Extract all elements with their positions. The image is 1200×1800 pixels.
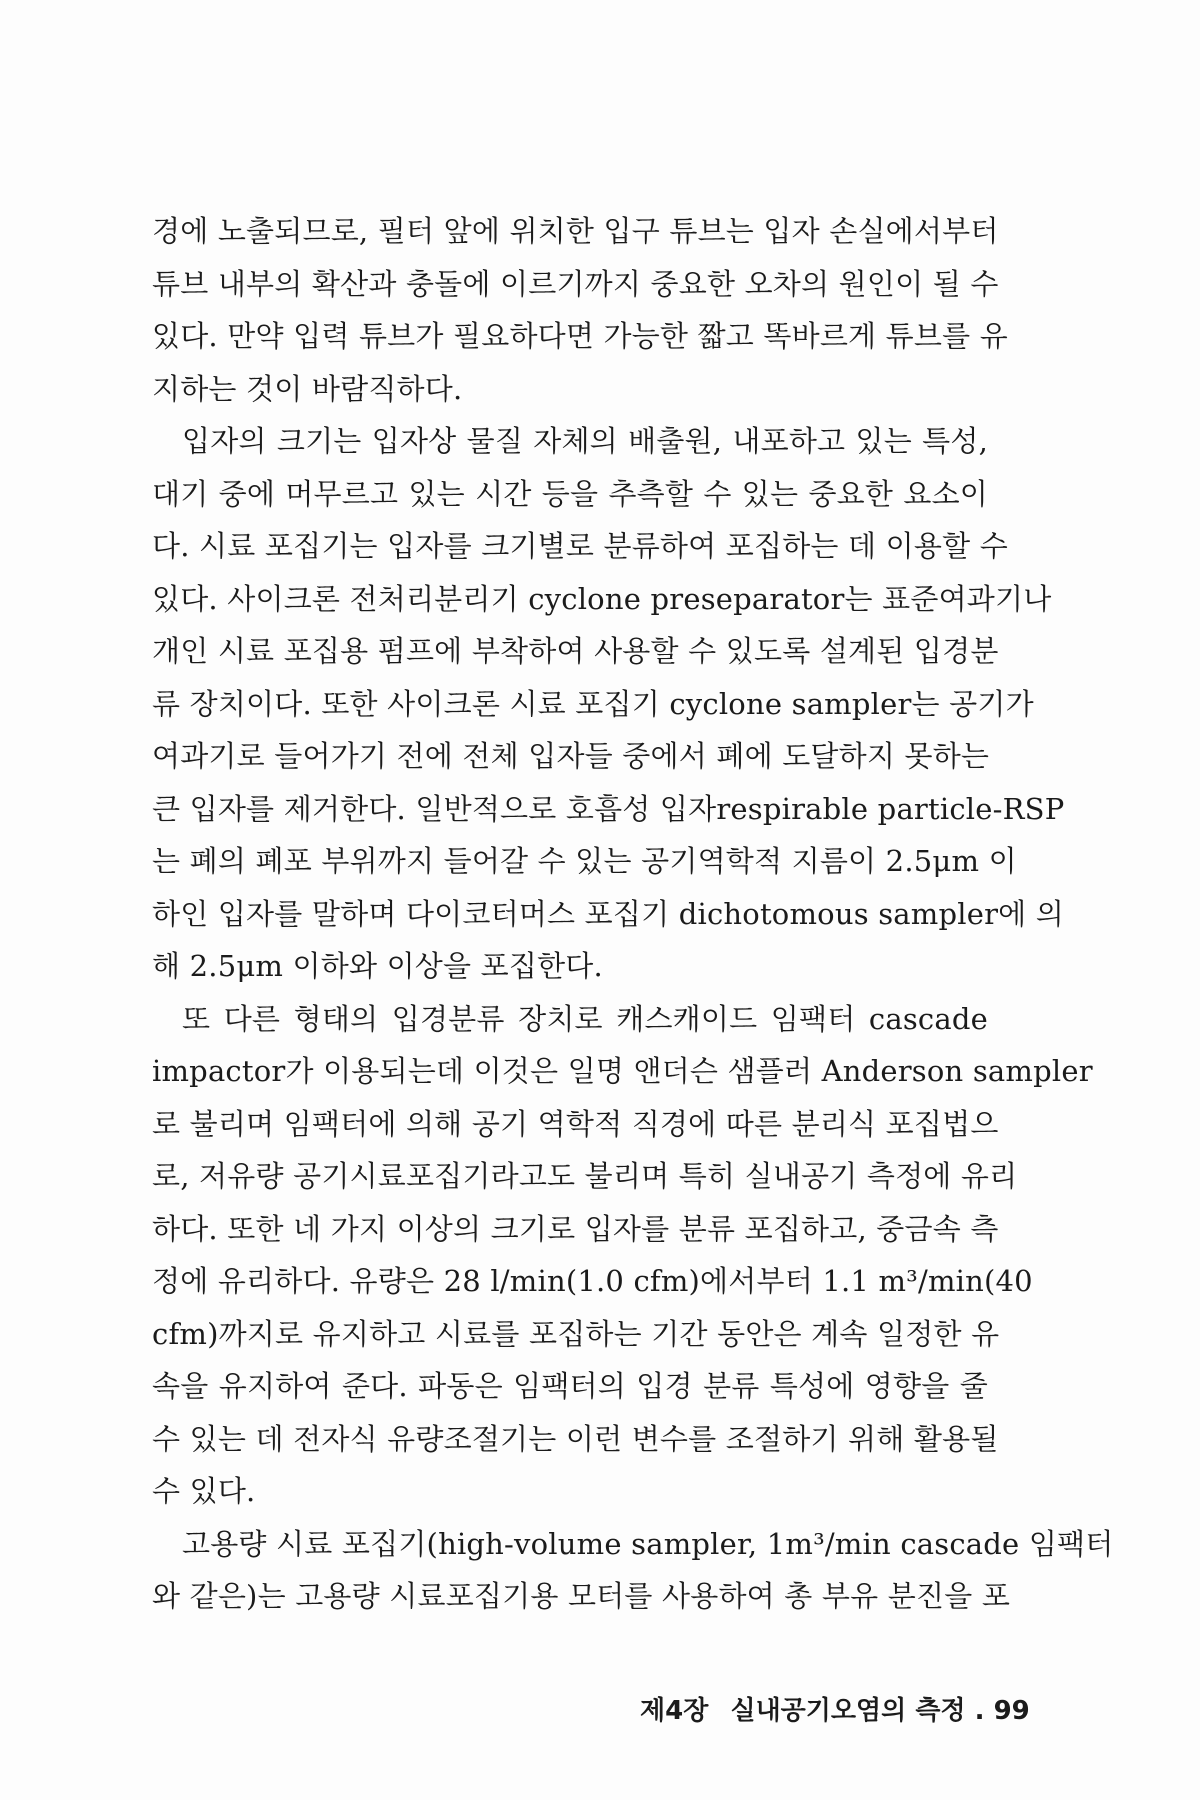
text-line: 류 장치이다. 또한 사이크론 시료 포집기 cyclone sampler는 공기가 — [152, 686, 1034, 721]
text-line: 해 2.5μm 이하와 이상을 포집한다. — [152, 949, 603, 983]
text-line: 는 폐의 폐포 부위까지 들어갈 수 있는 공기역학적 지름이 2.5μm 이 — [152, 844, 1017, 878]
paragraph-start-line: 고용량 시료 포집기(high-volume sampler, 1m³/min cascade 임팩터 — [182, 1526, 1114, 1561]
text-line: 와 같은)는 고용량 시료포집기용 모터를 사용하여 총 부유 분진을 포 — [152, 1579, 1011, 1613]
text-line: 있다. 만약 입력 튜브가 필요하다면 가능한 짧고 똑바르게 튜브를 유 — [152, 319, 1008, 353]
text-line: 큰 입자를 제거한다. 일반적으로 호흡성 입자respirable particle-RSP — [152, 791, 1065, 826]
text-line: 여과기로 들어가기 전에 전체 입자들 중에서 폐에 도달하지 못하는 — [152, 739, 990, 773]
text-line: 개인 시료 포집용 펌프에 부착하여 사용할 수 있도록 설계된 입경분 — [152, 634, 999, 668]
footer-dot: . — [974, 1696, 985, 1726]
chapter-label: 제4장 — [640, 1696, 709, 1726]
text-line: 경에 노출되므로, 필터 앞에 위치한 입구 튜브는 입자 손실에서부터 — [152, 214, 999, 248]
page-number: 99 — [993, 1696, 1030, 1726]
page-footer — [640, 1690, 1030, 1727]
text-line: 하다. 또한 네 가지 이상의 크기로 입자를 분류 포집하고, 중금속 측 — [152, 1211, 999, 1246]
text-line: 수 있다. — [152, 1474, 256, 1508]
text-line: cfm)까지로 유지하고 시료를 포집하는 기간 동안은 계속 일정한 유 — [152, 1316, 1000, 1351]
paragraph-start-line: 입자의 크기는 입자상 물질 자체의 배출원, 내포하고 있는 특성, — [182, 424, 988, 458]
text-line: 수 있는 데 전자식 유량조절기는 이런 변수를 조절하기 위해 활용될 — [152, 1421, 999, 1456]
text-line: 속을 유지하여 준다. 파동은 임팩터의 입경 분류 특성에 영향을 줄 — [152, 1369, 988, 1403]
text-line: 대기 중에 머무르고 있는 시간 등을 추측할 수 있는 중요한 요소이 — [152, 476, 988, 511]
chapter-title: 실내공기오염의 측정 — [730, 1696, 966, 1726]
text-line: 다. 시료 포집기는 입자를 크기별로 분류하여 포집하는 데 이용할 수 — [152, 529, 1008, 563]
text-line: 튜브 내부의 확산과 충돌에 이르기까지 중요한 오차의 원인이 될 수 — [152, 266, 999, 301]
body-text — [152, 205, 1114, 1623]
text-line: 하인 입자를 말하며 다이코터머스 포집기 dichotomous sampler에 의 — [152, 896, 1064, 931]
text-line: 있다. 사이크론 전처리분리기 cyclone preseparator는 표준여과기나 — [152, 581, 1052, 616]
text-line: 지하는 것이 바람직하다. — [152, 371, 463, 406]
text-line: 로 불리며 임팩터에 의해 공기 역학적 직경에 따른 분리식 포집법으 — [152, 1106, 999, 1141]
paragraph-start-line: 또 다른 형태의 입경분류 장치로 캐스캐이드 임팩터 cascade — [182, 1001, 988, 1036]
text-line: 정에 유리하다. 유량은 28 l/min(1.0 cfm)에서부터 1.1 m³/min(40 — [152, 1264, 1033, 1298]
text-line: 로, 저유량 공기시료포집기라고도 불리며 특히 실내공기 측정에 유리 — [152, 1159, 1018, 1193]
text-line: impactor가 이용되는데 이것은 일명 앤더슨 샘플러 Anderson sampler — [152, 1054, 1093, 1088]
